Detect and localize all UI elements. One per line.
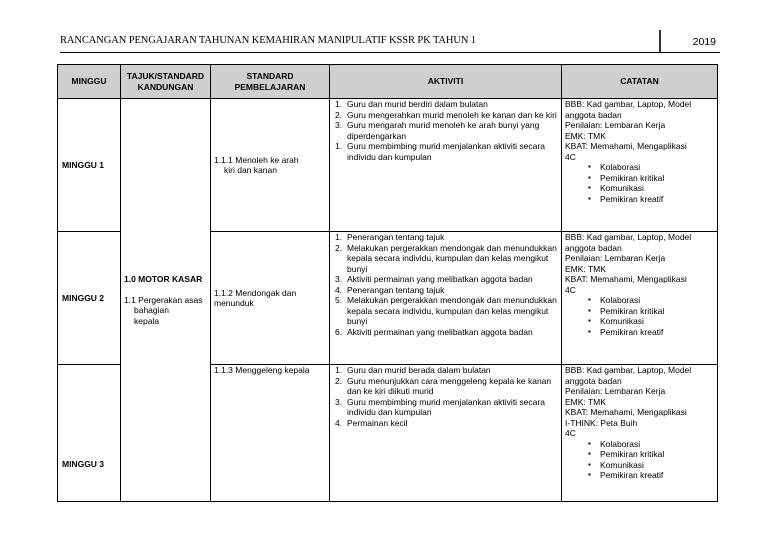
list-text: Melakukan pergerakkan mendongak dan menundukkan kepala secara individu, kumpulan dan kelas mengikut bunyi [347,295,557,326]
lesson-plan-table [57,64,718,502]
list-item: ▪ Kolaborasi [600,295,714,306]
aktiviti-list [333,99,558,162]
sp-line1: 1.1.1 Menoleh ke arah [214,154,299,165]
header-minggu: MINGGU [58,65,121,99]
standard-pembelajaran-cell [211,365,330,502]
catatan-kbat: KBAT: Memahami, Mengaplikasi [565,407,687,417]
catatan-kbat: KBAT: Memahami, Mengaplikasi [565,141,687,151]
list-number: 1. [335,365,343,375]
document-year: 2019 [692,36,716,48]
list-item: ▪ Pemikiran kreatif [600,194,714,205]
list-item: ▪ Komunikasi [600,316,714,327]
header-aktiviti: AKTIVITI [330,65,562,99]
catatan-cell [562,365,718,502]
list-number: 5. [335,295,343,305]
list-number: 2. [335,375,343,386]
list-item [333,120,558,141]
list-item [333,274,558,285]
list-item: ▪ Komunikasi [600,183,714,194]
list-item: ▪ Kolaborasi [600,162,714,173]
catatan-bbb: BBB: Kad gambar, Laptop, Model [565,99,692,109]
list-number: 4. [335,284,343,295]
list-number: 3. [335,274,343,284]
catatan-penilaian: Penilaian: Lembaran Kerja [565,386,666,396]
header-sp-line2: PEMBELAJARAN [234,81,306,92]
list-item: ▪ Pemikiran kritikal [600,173,714,184]
list-text: Guru mengarah murid menoleh ke arah bunyi yang diperdengarkan [347,120,540,141]
sp-line1: 1.1.3 Menggeleng kepala [214,365,310,375]
catatan-emk: EMK: TMK [565,130,606,141]
catatan-emk: EMK: TMK [565,263,606,274]
list-item [333,295,558,327]
list-number: 3. [335,396,343,407]
aktiviti-list [333,365,558,428]
tajuk-sub-line1: 1.1 Pergerakan asas [124,294,203,305]
list-text: Guru dan murid berdiri dalam bulatan [347,99,488,109]
minggu-cell: MINGGU 2 [58,232,121,365]
aktiviti-list [333,232,558,337]
header-tajuk-line2: KANDUNGAN [137,81,194,92]
aktiviti-cell [330,365,562,502]
list-text: Aktiviti permainan yang melibatkan aggota badan [347,326,533,337]
sp-line2: menunduk [214,298,254,308]
list-item [333,365,558,376]
table-header-row [58,65,718,99]
standard-pembelajaran-cell [211,99,330,232]
list-item [333,110,558,121]
catatan-4c-list [565,295,714,337]
list-text: Melakukan pergerakkan mendongak dan menundukkan kepala secara individu, kumpulan dan kelas mengikut bunyi [347,242,557,274]
header-standard-pembelajaran [211,65,330,99]
tajuk-sub-line2: bahagian [134,305,169,315]
minggu-cell: MINGGU 1 [58,99,121,232]
list-item [333,285,558,296]
header-divider [659,30,661,52]
list-item: ▪ Pemikiran kritikal [600,449,714,460]
catatan-4c: 4C [565,151,576,162]
catatan-kbat: KBAT: Memahami, Mengaplikasi [565,274,687,284]
catatan-bbb: BBB: Kad gambar, Laptop, Model [565,365,692,375]
catatan-bbb-cont: anggota badan [565,109,622,120]
list-number: 1. [335,99,343,109]
list-text: Aktiviti permainan yang melibatkan aggota badan [347,274,533,284]
sp-line1: 1.1.2 Mendongak dan [214,287,297,298]
list-number: 1. [335,141,343,151]
list-text: Guru dan murid berada dalam bulatan [347,365,491,375]
catatan-bbb-cont: anggota badan [565,242,622,253]
list-item [333,327,558,338]
catatan-penilaian: Penilaian: Lembaran Kerja [565,253,666,263]
catatan-bbb-cont: anggota badan [565,375,622,386]
list-item: ▪ Komunikasi [600,460,714,471]
list-item: ▪ Pemikiran kreatif [600,327,714,338]
table-row [58,99,718,232]
list-number: 3. [335,120,343,130]
catatan-cell [562,99,718,232]
list-text: Guru membimbing murid menjalankan aktiviti secara individu dan kumpulan [347,396,545,417]
header-tajuk [121,65,211,99]
list-item [333,141,558,162]
aktiviti-cell [330,99,562,232]
catatan-penilaian: Penilaian: Lembaran Kerja [565,120,666,130]
list-item [333,376,558,397]
list-text: Guru mengerahkan murid menoleh ke kanan dan ke kiri [347,109,557,120]
aktiviti-cell [330,232,562,365]
catatan-ithink: I-THINK: Peta Buih [565,417,638,428]
tajuk-cell [121,99,211,502]
list-item [333,243,558,275]
standard-pembelajaran-cell [211,232,330,365]
catatan-cell [562,232,718,365]
tajuk-sub-line3: kepala [134,315,160,326]
list-text: Guru membimbing murid menjalankan aktiviti secara individu dan kumpulan [347,141,545,162]
catatan-4c: 4C [565,428,576,438]
list-text: Penerangan tentang tajuk [347,284,445,295]
list-item [333,397,558,418]
list-text: Permainan kecil [347,417,408,428]
list-number: 1. [335,232,343,242]
header-catatan: CATATAN [562,65,718,99]
list-number: 4. [335,417,343,428]
header-sp-line1: STANDARD [246,71,294,81]
catatan-emk: EMK: TMK [565,396,606,407]
list-number: 2. [335,109,343,120]
minggu-cell: MINGGU 3 [58,365,121,502]
list-text: Penerangan tentang tajuk [347,232,445,242]
list-item: ▪ Pemikiran kreatif [600,470,714,481]
sp-line2: kiri dan kanan [224,165,277,175]
header-tajuk-line1: TAJUK/STANDARD [126,71,205,81]
document-header [60,30,720,53]
list-item [333,232,558,243]
list-number: 2. [335,242,343,253]
list-item: ▪ Kolaborasi [600,439,714,450]
document-title: RANCANGAN PENGAJARAN TAHUNAN KEMAHIRAN MANIPULATIF KSSR PK TAHUN 1 [60,35,477,46]
tajuk-main: 1.0 MOTOR KASAR [124,274,203,284]
list-item [333,418,558,429]
list-item [333,99,558,110]
list-text: Guru menunjukkan cara menggeleng kepala ke kanan dan ke kiri diikuti murid [347,375,552,396]
catatan-4c-list [565,439,714,481]
list-item: ▪ Pemikiran kritikal [600,306,714,317]
catatan-4c: 4C [565,284,576,295]
list-number: 6. [335,326,343,337]
catatan-4c-list [565,162,714,204]
catatan-bbb: BBB: Kad gambar, Laptop, Model [565,232,692,242]
